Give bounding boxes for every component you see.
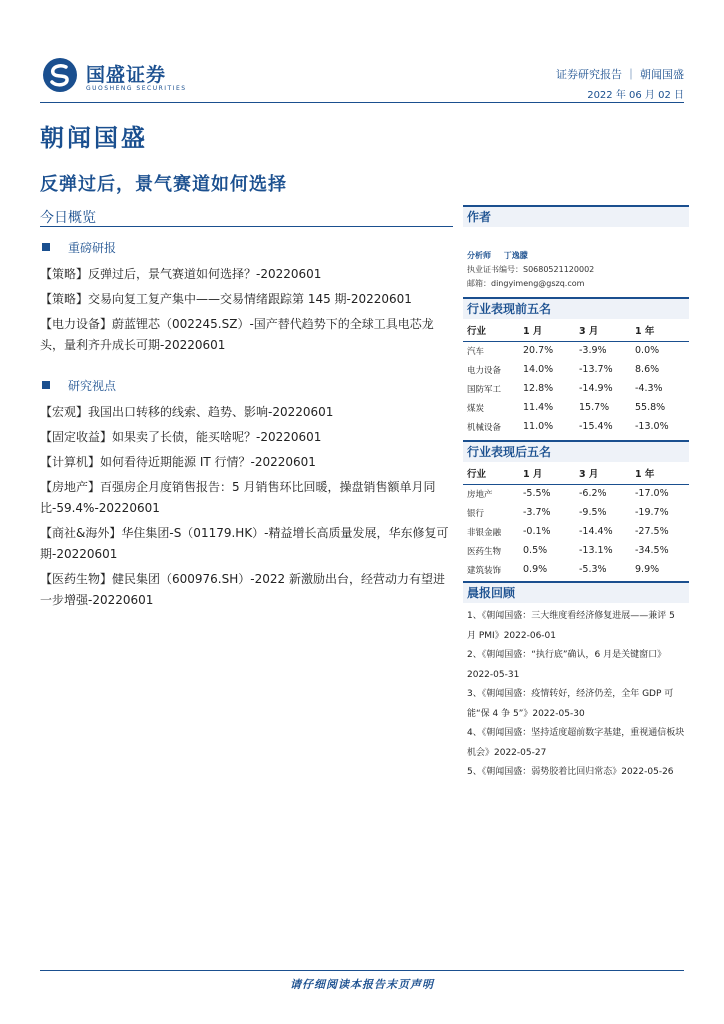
research-view-item[interactable]: 【商社&海外】华住集团-S（01179.HK）-精益增长高质量发展，华东修复可期-20220601 bbox=[40, 526, 449, 561]
review-item[interactable]: 1、《朝闻国盛：三大维度看经济修复进展——兼评 5 月 PMI》2022-06-01 bbox=[467, 611, 675, 641]
logo-icon bbox=[42, 57, 78, 93]
bottom5-section-header: 行业表现后五名 bbox=[463, 440, 689, 462]
right-sidebar bbox=[463, 205, 689, 783]
page-subtitle: 反弹过后，景气赛道如何选择 bbox=[40, 174, 287, 195]
review-item[interactable]: 2、《朝闻国盛：“执行底”确认，6 月是关键窗口》2022-05-31 bbox=[467, 650, 667, 680]
page-title: 朝闻国盛 bbox=[40, 124, 148, 152]
key-reports-heading: 重磅研报 bbox=[40, 238, 453, 260]
report-date: 2022 年 06 月 02 日 bbox=[587, 90, 684, 101]
research-views-heading: 研究视点 bbox=[40, 376, 453, 398]
research-view-item[interactable]: 【固定收益】如果卖了长债，能买啥呢？-20220601 bbox=[40, 430, 322, 444]
author-section-header: 作者 bbox=[463, 205, 689, 227]
research-view-item[interactable]: 【房地产】百强房企月度销售报告：5 月销售环比回暖，操盘销售额单月同比-59.4%-20220601 bbox=[40, 480, 436, 515]
table-row: 房地产 -5.5% -6.2% -17.0% bbox=[467, 488, 669, 500]
header-divider bbox=[40, 102, 684, 103]
column-header: 1 月 bbox=[519, 462, 575, 484]
column-header: 3 月 bbox=[575, 319, 631, 341]
research-view-item[interactable]: 【医药生物】健民集团（600976.SH）-2022 新激励出台，经营动力有望进一步增强-20220601 bbox=[40, 572, 445, 607]
column-header: 3 月 bbox=[575, 462, 631, 484]
table-row: 医药生物 0.5% -13.1% -34.5% bbox=[467, 545, 669, 557]
key-report-item[interactable]: 【策略】交易向复工复产集中——交易情绪跟踪第 145 期-20220601 bbox=[40, 292, 412, 306]
analyst-email[interactable]: 邮箱：dingyimeng@gszq.com bbox=[467, 279, 585, 288]
analyst-cert: 执业证书编号：S0680521120002 bbox=[467, 265, 595, 274]
morning-review-section-header: 晨报回顾 bbox=[463, 581, 689, 603]
table-row: 银行 -3.7% -9.5% -19.7% bbox=[467, 507, 669, 519]
section-title: 今日概览 bbox=[40, 210, 96, 226]
logo-text: 国盛证券 bbox=[86, 64, 167, 86]
footer-divider bbox=[40, 970, 684, 971]
bullet-square-icon bbox=[42, 243, 50, 251]
logo-english: GUOSHENG SECURITIES bbox=[86, 85, 187, 92]
morning-review-list bbox=[463, 603, 689, 783]
table-row: 机械设备 11.0% -15.4% -13.0% bbox=[467, 421, 669, 433]
table-row: 煤炭 11.4% 15.7% 55.8% bbox=[467, 402, 666, 414]
bullet-square-icon bbox=[42, 381, 50, 389]
column-header: 1 年 bbox=[631, 462, 689, 484]
table-row: 建筑装饰 0.9% -5.3% 9.9% bbox=[467, 564, 660, 576]
analyst-row bbox=[463, 249, 689, 263]
column-header: 行业 bbox=[463, 462, 519, 484]
bottom5-table bbox=[463, 462, 689, 579]
key-report-item[interactable]: 【电力设备】蔚蓝锂芯（002245.SZ）-国产替代趋势下的全球工具电芯龙头，量利齐升成长可期-20220601 bbox=[40, 317, 434, 352]
top5-section-header: 行业表现前五名 bbox=[463, 297, 689, 319]
column-header: 1 月 bbox=[519, 319, 575, 341]
analyst-name: 丁逸朦 bbox=[503, 251, 528, 260]
column-header: 1 年 bbox=[631, 319, 689, 341]
research-view-item[interactable]: 【计算机】如何看待近期能源 IT 行情？-20220601 bbox=[40, 455, 316, 469]
company-logo bbox=[42, 57, 192, 97]
footer-disclaimer: 请仔细阅读本报告末页声明 bbox=[290, 978, 434, 991]
top5-table bbox=[463, 319, 689, 436]
table-row: 国防军工 12.8% -14.9% -4.3% bbox=[467, 383, 663, 395]
table-row: 电力设备 14.0% -13.7% 8.6% bbox=[467, 364, 660, 376]
research-view-item[interactable]: 【宏观】我国出口转移的线索、趋势、影响-20220601 bbox=[40, 405, 334, 419]
review-item[interactable]: 5、《朝闻国盛：弱势胶着比回归常态》2022-05-26 bbox=[467, 767, 674, 777]
key-report-item[interactable]: 【策略】反弹过后，景气赛道如何选择？-20220601 bbox=[40, 267, 322, 281]
report-type: 证券研究报告 ｜ 朝闻国盛 bbox=[556, 68, 684, 81]
table-row: 汽车 20.7% -3.9% 0.0% bbox=[467, 345, 660, 357]
left-column bbox=[40, 232, 453, 611]
section-divider bbox=[40, 226, 453, 227]
table-row: 非银金融 -0.1% -14.4% -27.5% bbox=[467, 526, 669, 538]
analyst-label: 分析师 bbox=[467, 251, 491, 260]
column-header: 行业 bbox=[463, 319, 519, 341]
review-item[interactable]: 4、《朝闻国盛：坚持适度超前数字基建，重视通信板块机会》2022-05-27 bbox=[467, 728, 685, 758]
review-item[interactable]: 3、《朝闻国盛：疫情转好，经济仍差，全年 GDP 可能“保 4 争 5”》2022-05-30 bbox=[467, 689, 674, 719]
